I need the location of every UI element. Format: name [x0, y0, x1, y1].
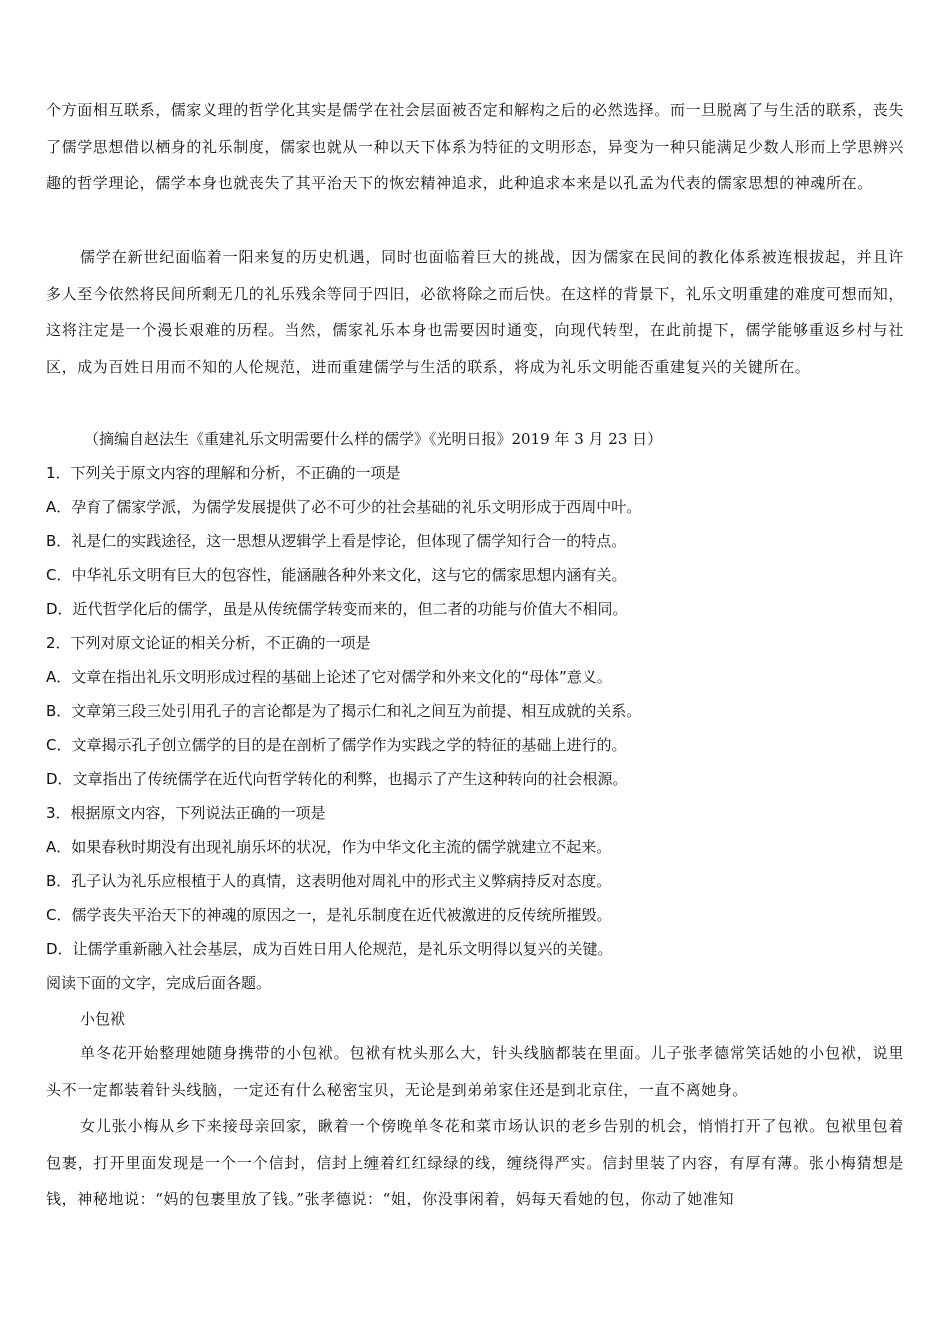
- question-1-option-a: A．孕育了儒家学派，为儒学发展提供了必不可少的社会基础的礼乐文明形成于西周中叶。: [46, 498, 642, 516]
- passage-source: （摘编自赵法生《重建礼乐文明需要什么样的儒学》《光明日报》2019 年 3 月 23 日）: [84, 430, 663, 448]
- question-1-stem: 1．下列关于原文内容的理解和分析，不正确的一项是: [46, 464, 401, 482]
- question-3-stem: 3．根据原文内容，下列说法正确的一项是: [46, 804, 326, 822]
- story-paragraph-1: 单冬花开始整理她随身携带的小包袱。包袱有枕头那么大，针头线脑都装在里面。儿子张孝德常笑话她的小包袱，说里头不一定都装着针头线脑，一定还有什么秘密宝贝，无论是到弟弟家住还是到北京住，一直不离她身。: [46, 1044, 904, 1099]
- story-paragraph-2: 女儿张小梅从乡下来接母亲回家，瞅着一个傍晚单冬花和菜市场认识的老乡告别的机会，悄悄打开了包袱。包袱里包着包裹，打开里面发现是一个一个信封，信封上缠着红红绿绿的线，缠绕得严实。信封里装了内容，有厚有薄。张小梅猜想是钱，神秘地说：“妈的包裹里放了钱。”张孝德说：“姐，你没事闲着，妈每天看她的包，你动了她准知: [46, 1117, 904, 1209]
- question-2-option-c: C．文章揭示孔子创立儒学的目的是在剖析了儒学作为实践之学的特征的基础上进行的。: [46, 736, 627, 754]
- question-3-option-d: D．让儒学重新融入社会基层，成为百姓日用人伦规范，是礼乐文明得以复兴的关键。: [46, 940, 613, 958]
- question-3-option-a: A．如果春秋时期没有出现礼崩乐坏的状况，作为中华文化主流的儒学就建立不起来。: [46, 838, 612, 856]
- passage-paragraph-1: 个方面相互联系，儒家义理的哲学化其实是儒学在社会层面被否定和解构之后的必然选择。而一旦脱离了与生活的联系，丧失了儒学思想借以栖身的礼乐制度，儒家也就从一种以天下体系为特征的文明形态，异变为一种只能满足少数人形而上学思辨兴趣的哲学理论，儒学本身也就丧失了其平治天下的恢宏精神追求，此种追求本来是以孔孟为代表的儒家思想的神魂所在。: [46, 101, 905, 193]
- question-1-option-c: C．中华礼乐文明有巨大的包容性，能涵融各种外来文化，这与它的儒家思想内涵有关。: [46, 566, 627, 584]
- question-3-option-c: C．儒学丧失平治天下的神魂的原因之一，是礼乐制度在近代被激进的反传统所摧毁。: [46, 906, 612, 924]
- question-2-option-d: D．文章指出了传统儒学在近代向哲学转化的利弊，也揭示了产生这种转向的社会根源。: [46, 770, 628, 788]
- reading-instruction: 阅读下面的文字，完成后面各题。: [46, 974, 272, 992]
- question-1-option-b: B．礼是仁的实践途径，这一思想从逻辑学上看是悖论，但体现了儒学知行合一的特点。: [46, 532, 627, 550]
- question-2-option-a: A．文章在指出礼乐文明形成过程的基础上论述了它对儒学和外来文化的“母体”意义。: [46, 668, 612, 686]
- passage-paragraph-2: 儒学在新世纪面临着一阳来复的历史机遇，同时也面临着巨大的挑战，因为儒家在民间的教化体系被连根拔起，并且许多人至今依然将民间所剩无几的礼乐残余等同于四旧，必欲将除之而后快。在这样的背景下，礼乐文明重建的难度可想而知，这将注定是一个漫长艰难的历程。当然，儒家礼乐本身也需要因时通变，向现代转型，在此前提下，儒学能够重返乡村与社区，成为百姓日用而不知的人伦规范，进而重建儒学与生活的联系，将成为礼乐文明能否重建复兴的关键所在。: [46, 248, 905, 377]
- story-title: 小包袱: [80, 1010, 126, 1028]
- question-2-stem: 2．下列对原文论证的相关分析，不正确的一项是: [46, 634, 371, 652]
- question-3-option-b: B．孔子认为礼乐应根植于人的真情，这表明他对周礼中的形式主义弊病持反对态度。: [46, 872, 612, 890]
- question-2-option-b: B．文章第三段三处引用孔子的言论都是为了揭示仁和礼之间互为前提、相互成就的关系。: [46, 702, 642, 720]
- question-1-option-d: D．近代哲学化后的儒学，虽是从传统儒学转变而来的，但二者的功能与价值大不相同。: [46, 600, 628, 618]
